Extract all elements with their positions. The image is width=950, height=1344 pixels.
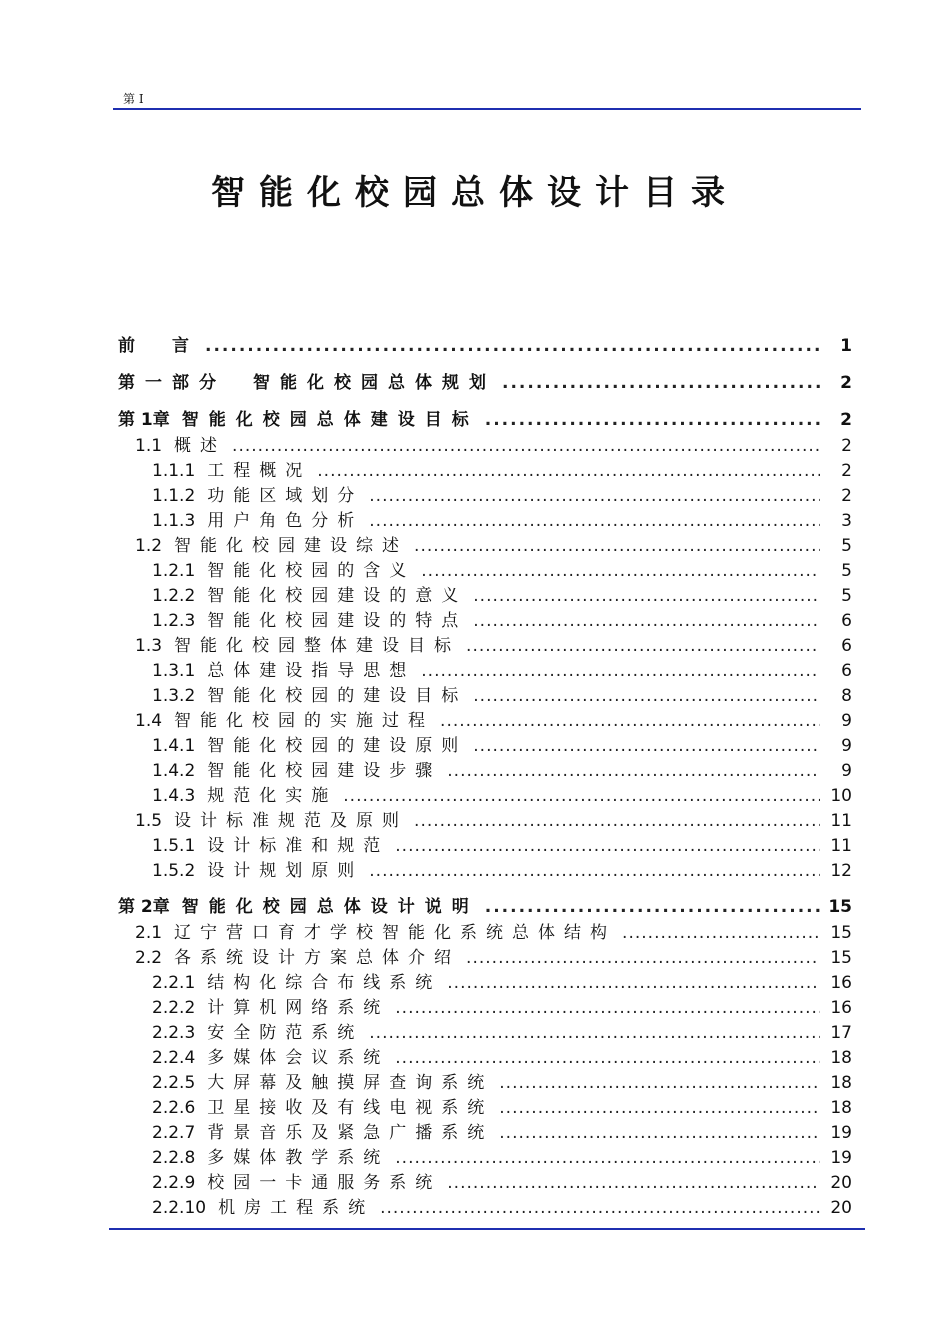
toc-entry[interactable] xyxy=(118,709,852,734)
toc-entry-number: 1.3.1 xyxy=(152,661,196,681)
toc-entry[interactable] xyxy=(118,834,852,859)
toc-entry-label: 智能化校园的含义 xyxy=(207,561,416,581)
toc-entry-page: 17 xyxy=(830,1023,852,1043)
toc-entry-label: 设计规划原则 xyxy=(207,861,364,881)
toc-entry-label: 工程概况 xyxy=(207,461,312,481)
toc-leader-dots xyxy=(421,659,820,684)
toc-leader-dots xyxy=(414,809,820,834)
toc-entry[interactable] xyxy=(118,534,852,559)
toc-entry-number: 2.2.10 xyxy=(152,1198,207,1218)
toc-entry[interactable] xyxy=(118,332,852,360)
toc-entry-label: 智能化校园总体设计说明 xyxy=(181,897,479,917)
toc-leader-dots xyxy=(395,1146,820,1171)
toc-leader-dots xyxy=(395,834,820,859)
toc-entry-label: 多媒体会议系统 xyxy=(207,1048,390,1068)
toc-entry[interactable] xyxy=(118,1021,852,1046)
toc-entry-label: 智能化校园建设步骤 xyxy=(207,761,442,781)
toc-leader-dots xyxy=(369,859,820,884)
toc-entry[interactable] xyxy=(118,784,852,809)
toc-leader-dots xyxy=(317,459,820,484)
toc-entry-page: 12 xyxy=(830,861,852,881)
toc-leader-dots xyxy=(395,996,820,1021)
toc-entry-page: 6 xyxy=(841,661,852,681)
toc-leader-dots xyxy=(485,893,820,921)
toc-entry-page: 11 xyxy=(830,836,852,856)
toc-entry-page: 16 xyxy=(830,973,852,993)
toc-entry-label: 计算机网络系统 xyxy=(207,998,390,1018)
toc-entry[interactable] xyxy=(118,484,852,509)
toc-entry-number: 1.4.2 xyxy=(152,761,196,781)
toc-entry-label: 大屏幕及触摸屏查询系统 xyxy=(207,1073,494,1093)
toc-entry-page: 5 xyxy=(841,586,852,606)
toc-entry[interactable] xyxy=(118,996,852,1021)
toc-entry-page: 19 xyxy=(830,1148,852,1168)
toc-entry[interactable] xyxy=(118,1121,852,1146)
toc-entry-page: 5 xyxy=(841,561,852,581)
toc-entry[interactable] xyxy=(118,893,852,921)
toc-entry[interactable] xyxy=(118,1171,852,1196)
toc-entry-label: 前 言 xyxy=(118,336,199,356)
toc-entry-number: 1.2.1 xyxy=(152,561,196,581)
toc-entry-number: 1.1 xyxy=(135,436,163,456)
toc-leader-dots xyxy=(440,709,820,734)
toc-entry-page: 9 xyxy=(841,761,852,781)
toc-entry-label: 智能化校园建设的特点 xyxy=(207,611,468,631)
toc-entry[interactable] xyxy=(118,1196,852,1221)
toc-entry[interactable] xyxy=(118,759,852,784)
toc-entry-label: 校园一卡通服务系统 xyxy=(207,1173,442,1193)
document-title: 智能化校园总体设计目录 xyxy=(211,173,739,213)
toc-entry-number: 1.3 xyxy=(135,636,163,656)
toc-entry-page: 18 xyxy=(830,1048,852,1068)
toc-entry-label: 多媒体教学系统 xyxy=(207,1148,390,1168)
toc-entry-label: 第一部分 智能化校园总体规划 xyxy=(118,373,496,393)
toc-entry-number: 1.1.2 xyxy=(152,486,196,506)
toc-entry-number: 2.2 xyxy=(135,948,163,968)
toc-entry-label: 规范化实施 xyxy=(207,786,338,806)
toc-entry-page: 8 xyxy=(841,686,852,706)
toc-leader-dots xyxy=(473,734,820,759)
toc-leader-dots xyxy=(499,1121,820,1146)
toc-entry-label: 设计标准规范及原则 xyxy=(174,811,409,831)
toc-entry-number: 第 2章 xyxy=(118,897,170,917)
toc-entry-page: 1 xyxy=(840,336,852,356)
toc-entry[interactable] xyxy=(118,859,852,884)
toc-entry-number: 1.4.1 xyxy=(152,736,196,756)
toc-entry-number: 1.1.3 xyxy=(152,511,196,531)
toc-entry-label: 智能化校园整体建设目标 xyxy=(174,636,461,656)
toc-entry-label: 智能化校园建设的意义 xyxy=(207,586,468,606)
toc-entry-page: 20 xyxy=(830,1198,852,1218)
toc-leader-dots xyxy=(502,369,820,397)
toc-entry[interactable] xyxy=(118,609,852,634)
toc-leader-dots xyxy=(473,609,820,634)
toc-entry-label: 用户角色分析 xyxy=(207,511,364,531)
toc-leader-dots xyxy=(380,1196,820,1221)
toc-entry-label: 智能化校园的建设目标 xyxy=(207,686,468,706)
toc-entry-number: 2.1 xyxy=(135,923,163,943)
toc-leader-dots xyxy=(369,509,820,534)
toc-leader-dots xyxy=(499,1071,820,1096)
toc-leader-dots xyxy=(414,534,820,559)
toc-entry-label: 背景音乐及紧急广播系统 xyxy=(207,1123,494,1143)
toc-entry-number: 1.4 xyxy=(135,711,163,731)
toc-entry-number: 2.2.9 xyxy=(152,1173,196,1193)
toc-leader-dots xyxy=(369,1021,820,1046)
toc-leader-dots xyxy=(622,921,820,946)
toc-entry-page: 15 xyxy=(830,923,852,943)
toc-entry[interactable] xyxy=(118,634,852,659)
toc-entry-page: 2 xyxy=(840,373,852,393)
toc-entry[interactable] xyxy=(118,684,852,709)
toc-entry-page: 2 xyxy=(841,436,852,456)
toc-entry-number: 2.2.6 xyxy=(152,1098,196,1118)
toc-entry-number: 2.2.1 xyxy=(152,973,196,993)
toc-leader-dots xyxy=(369,484,820,509)
toc-entry-page: 6 xyxy=(841,611,852,631)
toc-entry-label: 辽宁营口育才学校智能化系统总体结构 xyxy=(174,923,617,943)
toc-entry-label: 结构化综合布线系统 xyxy=(207,973,442,993)
toc-entry-number: 1.2 xyxy=(135,536,163,556)
toc-entry-label: 机房工程系统 xyxy=(218,1198,375,1218)
toc-leader-dots xyxy=(485,406,820,434)
toc-leader-dots xyxy=(421,559,820,584)
footer-rule xyxy=(109,1228,865,1230)
toc-entry-label: 总体建设指导思想 xyxy=(207,661,416,681)
toc-entry-page: 6 xyxy=(841,636,852,656)
toc-entry-page: 20 xyxy=(830,1173,852,1193)
toc-entry[interactable] xyxy=(118,584,852,609)
toc-entry-number: 1.3.2 xyxy=(152,686,196,706)
toc-entry-label: 安全防范系统 xyxy=(207,1023,364,1043)
toc-entry[interactable] xyxy=(118,369,852,397)
toc-entry-number: 1.5.1 xyxy=(152,836,196,856)
toc-entry[interactable] xyxy=(118,559,852,584)
toc-entry-number: 1.4.3 xyxy=(152,786,196,806)
toc-leader-dots xyxy=(466,634,820,659)
toc-entry-label: 功能区域划分 xyxy=(207,486,364,506)
toc-leader-dots xyxy=(447,1171,820,1196)
toc-entry-page: 2 xyxy=(841,486,852,506)
toc-entry[interactable] xyxy=(118,946,852,971)
toc-leader-dots xyxy=(395,1046,820,1071)
toc-leader-dots xyxy=(447,759,820,784)
toc-entry-label: 各系统设计方案总体介绍 xyxy=(174,948,461,968)
toc-entry-page: 2 xyxy=(840,410,852,430)
toc-entry-number: 1.5 xyxy=(135,811,163,831)
toc-entry-label: 概述 xyxy=(174,436,227,456)
toc-entry[interactable] xyxy=(118,971,852,996)
toc-entry-page: 5 xyxy=(841,536,852,556)
toc-entry-label: 智能化校园总体建设目标 xyxy=(181,410,479,430)
toc-entry-number: 2.2.3 xyxy=(152,1023,196,1043)
toc-leader-dots xyxy=(205,332,820,360)
toc-leader-dots xyxy=(447,971,820,996)
toc-entry-page: 3 xyxy=(841,511,852,531)
toc-leader-dots xyxy=(343,784,820,809)
toc-entry[interactable] xyxy=(118,1046,852,1071)
toc-entry-number: 1.2.3 xyxy=(152,611,196,631)
toc-entry-label: 智能化校园的建设原则 xyxy=(207,736,468,756)
toc-entry[interactable] xyxy=(118,1146,852,1171)
table-of-contents xyxy=(118,332,852,1221)
toc-entry-label: 卫星接收及有线电视系统 xyxy=(207,1098,494,1118)
toc-leader-dots xyxy=(232,434,820,459)
toc-entry-page: 19 xyxy=(830,1123,852,1143)
toc-entry-number: 第 1章 xyxy=(118,410,170,430)
toc-entry[interactable] xyxy=(118,921,852,946)
toc-entry-label: 智能化校园的实施过程 xyxy=(174,711,435,731)
toc-leader-dots xyxy=(473,584,820,609)
toc-leader-dots xyxy=(499,1096,820,1121)
toc-entry-number: 2.2.8 xyxy=(152,1148,196,1168)
toc-entry-page: 15 xyxy=(828,897,852,917)
toc-entry-number: 1.5.2 xyxy=(152,861,196,881)
toc-leader-dots xyxy=(466,946,820,971)
page-header-label: 第 I xyxy=(123,92,144,106)
toc-entry-label: 设计标准和规范 xyxy=(207,836,390,856)
toc-entry[interactable] xyxy=(118,434,852,459)
toc-entry[interactable] xyxy=(118,809,852,834)
toc-entry[interactable] xyxy=(118,406,852,434)
toc-entry-number: 2.2.2 xyxy=(152,998,196,1018)
toc-entry[interactable] xyxy=(118,1096,852,1121)
toc-leader-dots xyxy=(473,684,820,709)
toc-entry-page: 11 xyxy=(830,811,852,831)
toc-entry-page: 10 xyxy=(830,786,852,806)
toc-entry-number: 2.2.4 xyxy=(152,1048,196,1068)
toc-entry-number: 2.2.5 xyxy=(152,1073,196,1093)
toc-entry[interactable] xyxy=(118,509,852,534)
toc-entry-page: 18 xyxy=(830,1098,852,1118)
toc-entry[interactable] xyxy=(118,734,852,759)
toc-entry-page: 9 xyxy=(841,736,852,756)
toc-entry[interactable] xyxy=(118,459,852,484)
toc-entry-number: 1.1.1 xyxy=(152,461,196,481)
toc-entry-number: 1.2.2 xyxy=(152,586,196,606)
toc-entry[interactable] xyxy=(118,659,852,684)
toc-entry-page: 9 xyxy=(841,711,852,731)
toc-entry-page: 16 xyxy=(830,998,852,1018)
header-rule xyxy=(113,108,861,110)
toc-entry-page: 18 xyxy=(830,1073,852,1093)
toc-entry-label: 智能化校园建设综述 xyxy=(174,536,409,556)
toc-entry[interactable] xyxy=(118,1071,852,1096)
toc-entry-page: 2 xyxy=(841,461,852,481)
toc-entry-number: 2.2.7 xyxy=(152,1123,196,1143)
toc-entry-page: 15 xyxy=(830,948,852,968)
